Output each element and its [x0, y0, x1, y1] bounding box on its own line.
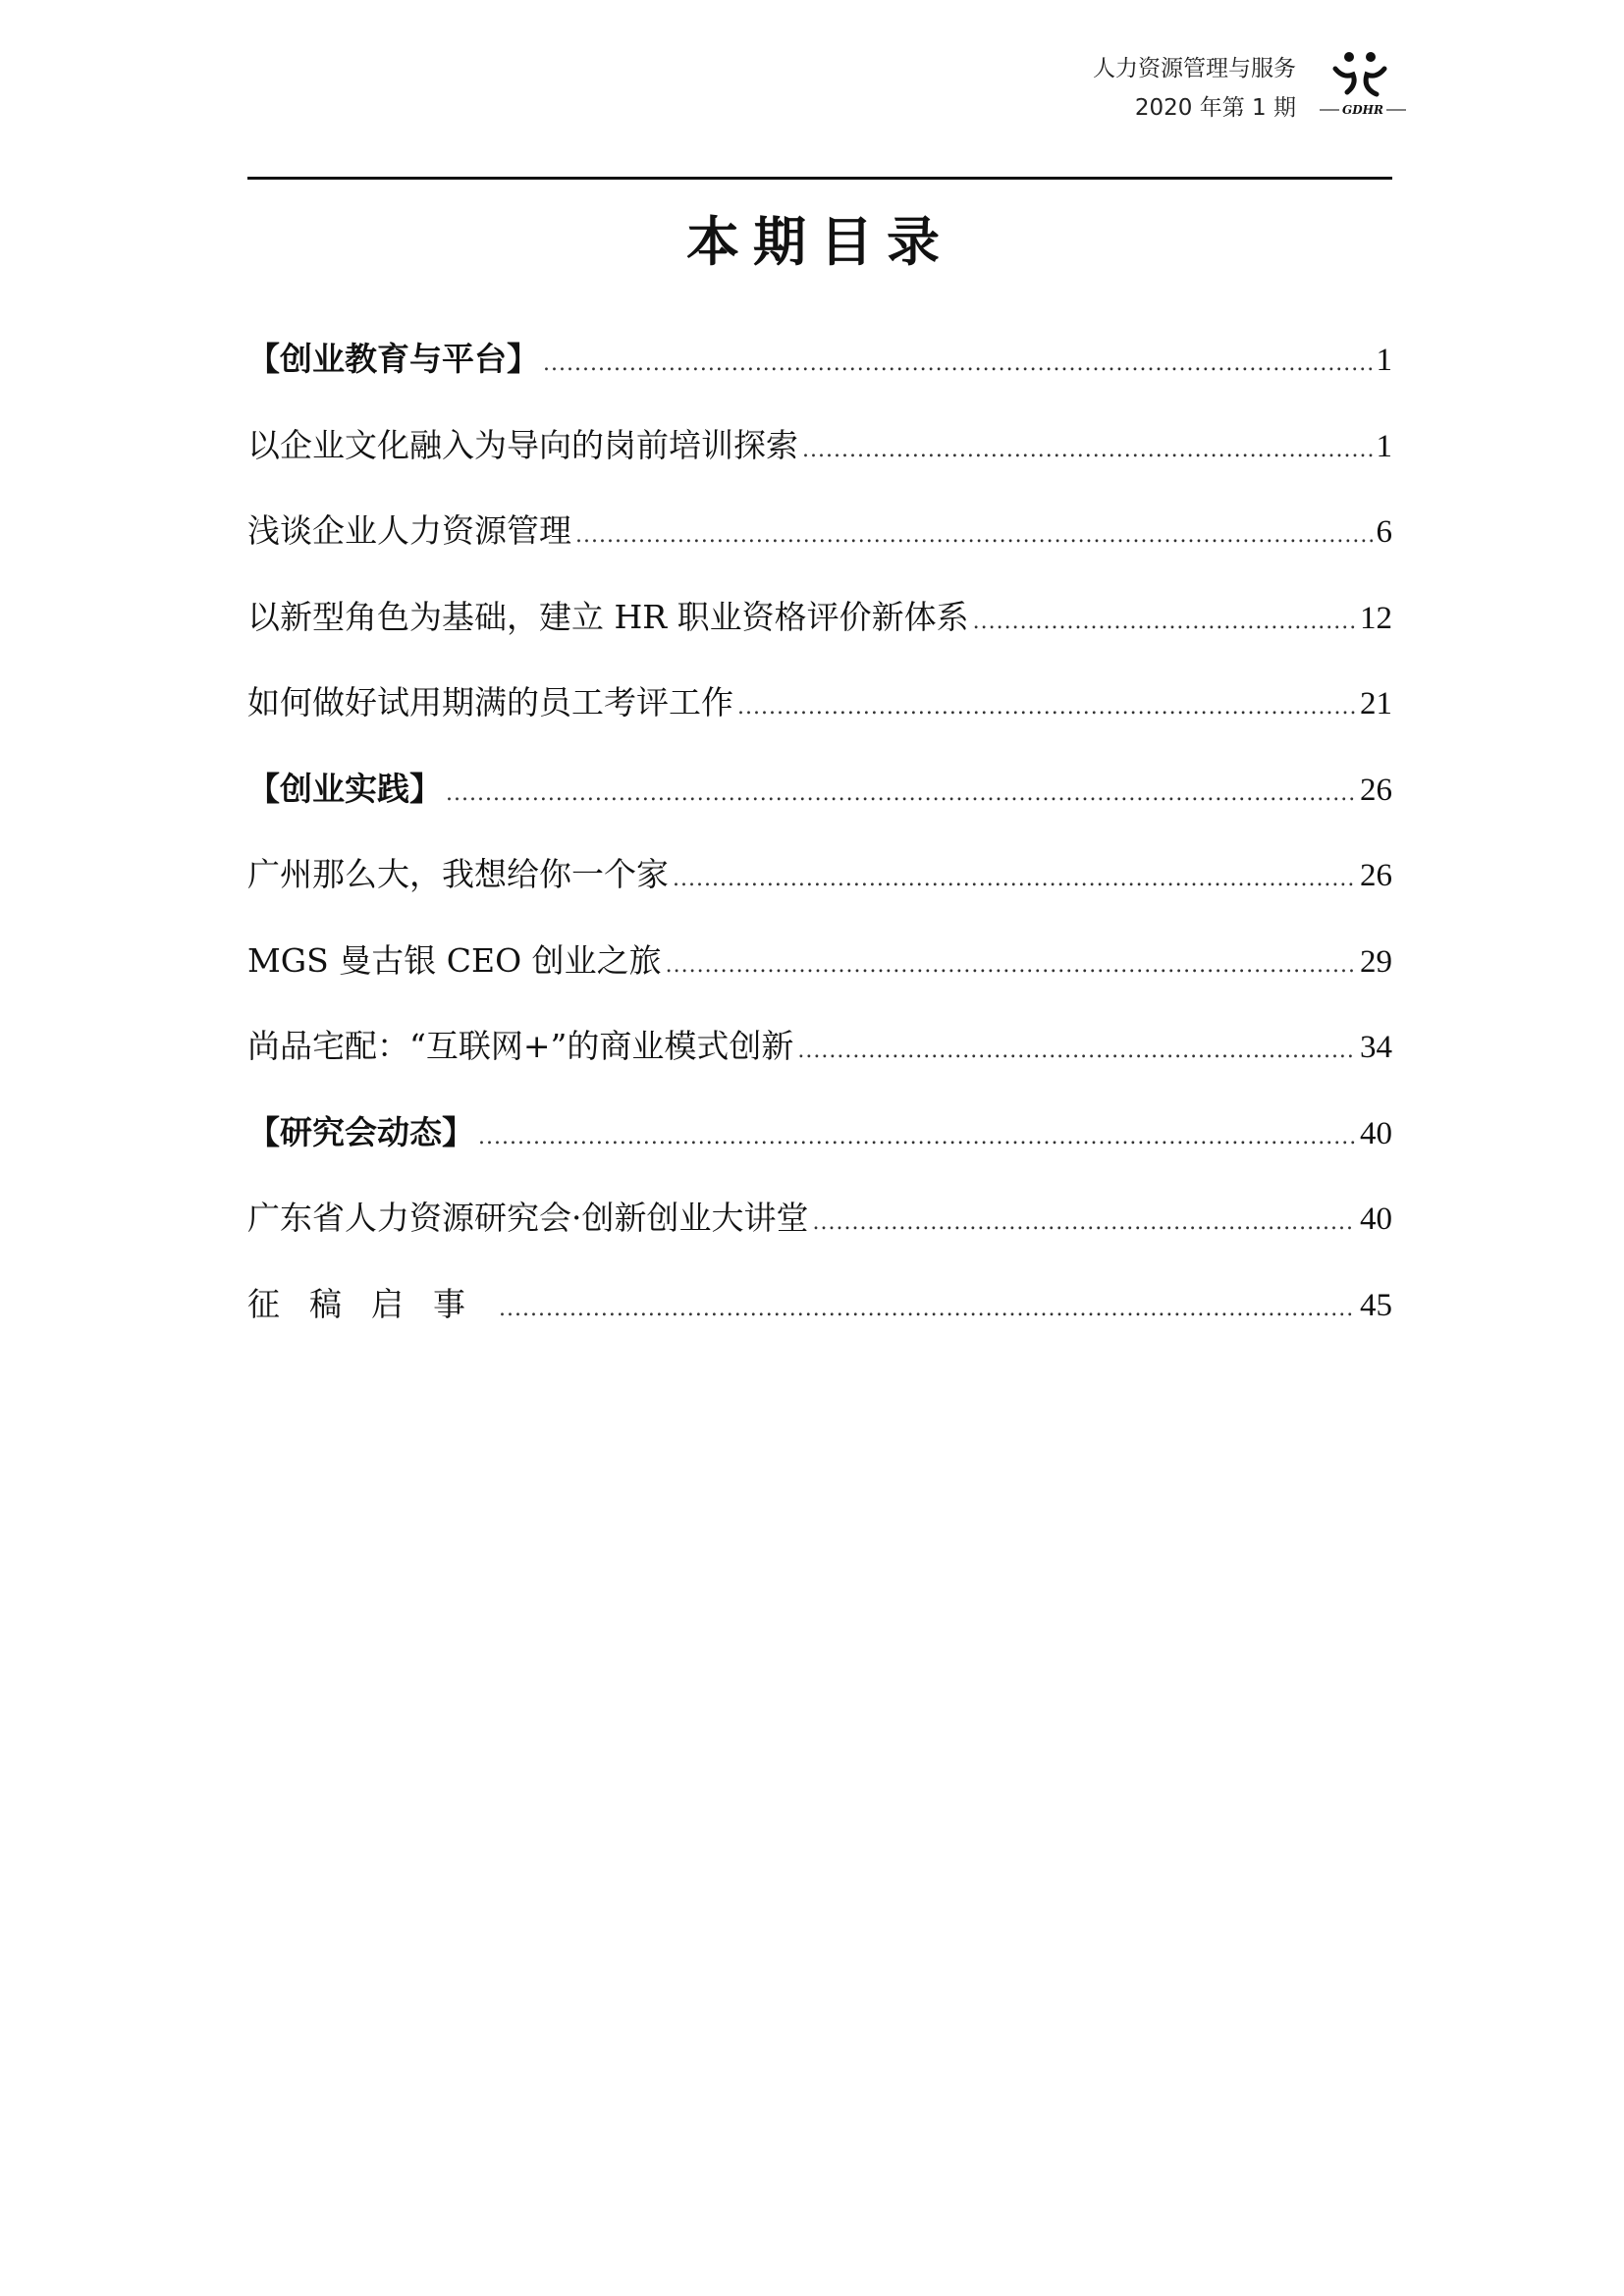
issue-number: 2020 年第 1 期 [1134, 95, 1296, 121]
toc-page-number: 1 [1376, 428, 1392, 464]
toc-dot-leader [499, 1290, 1356, 1329]
toc-entry-label: 广东省人力资源研究会·创新创业大讲堂 [247, 1199, 809, 1237]
toc-section-row[interactable] [247, 340, 1392, 426]
toc-entry-row[interactable] [247, 855, 1392, 941]
toc-entry-label: 广州那么大，我想给你一个家 [247, 855, 669, 893]
toc-page-number: 21 [1360, 686, 1392, 721]
toc-page-number: 40 [1360, 1201, 1392, 1237]
toc-dot-leader [802, 431, 1373, 470]
toc-dot-leader [673, 860, 1356, 899]
toc-dot-leader [446, 774, 1356, 814]
gdhr-logo-icon [1314, 49, 1412, 128]
toc-dot-leader [478, 1118, 1356, 1157]
toc-entry-row[interactable] [247, 1199, 1392, 1285]
toc-entry-label: 以新型角色为基础，建立 HR 职业资格评价新体系 [247, 597, 969, 636]
toc-dot-leader [575, 516, 1373, 556]
toc-page-number: 29 [1360, 943, 1392, 980]
toc-entry-row[interactable] [247, 511, 1392, 598]
toc-page-number: 12 [1360, 600, 1392, 636]
toc-entry-label: 以企业文化融入为导向的岗前培训探索 [247, 425, 798, 464]
toc-entry-label: MGS 曼古银 CEO 创业之旅 [247, 940, 662, 980]
toc-section-label: 【研究会动态】 [247, 1112, 474, 1151]
toc-dot-leader [737, 688, 1356, 727]
toc-dot-leader [797, 1032, 1356, 1071]
toc-page-number: 45 [1360, 1287, 1392, 1323]
logo-text: GDHR [1342, 103, 1383, 117]
toc-dot-leader [973, 603, 1356, 642]
toc-dot-leader [813, 1203, 1357, 1243]
toc-page-number: 6 [1376, 514, 1392, 550]
running-header [982, 49, 1296, 128]
gdhr-logo [1314, 49, 1412, 128]
toc-entry-label: 浅谈企业人力资源管理 [247, 511, 571, 550]
toc-page-number: 40 [1360, 1115, 1392, 1151]
toc-entry-row[interactable] [247, 426, 1392, 512]
page-title: 本期目录 [686, 211, 953, 273]
toc-entry-label: 尚品宅配：“互联网+”的商业模式创新 [247, 1027, 794, 1065]
toc-entry-row[interactable] [247, 941, 1392, 1028]
toc-section-row[interactable] [247, 770, 1392, 856]
toc-dot-leader [543, 345, 1373, 384]
header-divider [247, 177, 1392, 180]
table-of-contents [247, 340, 1392, 1370]
toc-page-number: 26 [1360, 772, 1392, 808]
toc-page-number: 1 [1376, 343, 1392, 378]
toc-page-number: 34 [1360, 1030, 1392, 1065]
toc-page-number: 26 [1360, 858, 1392, 893]
toc-entry-label: 征稿启事 [247, 1284, 495, 1323]
toc-dot-leader [666, 946, 1356, 986]
toc-entry-row[interactable] [247, 598, 1392, 684]
toc-section-label: 【创业教育与平台】 [247, 340, 539, 378]
toc-section-row[interactable] [247, 1113, 1392, 1200]
toc-entry-row[interactable] [247, 683, 1392, 770]
journal-title: 人力资源管理与服务 [1093, 56, 1296, 81]
toc-entry-label: 如何做好试用期满的员工考评工作 [247, 683, 733, 721]
toc-entry-row[interactable] [247, 1027, 1392, 1113]
toc-section-label: 【创业实践】 [247, 769, 442, 808]
toc-entry-row[interactable] [247, 1285, 1392, 1371]
